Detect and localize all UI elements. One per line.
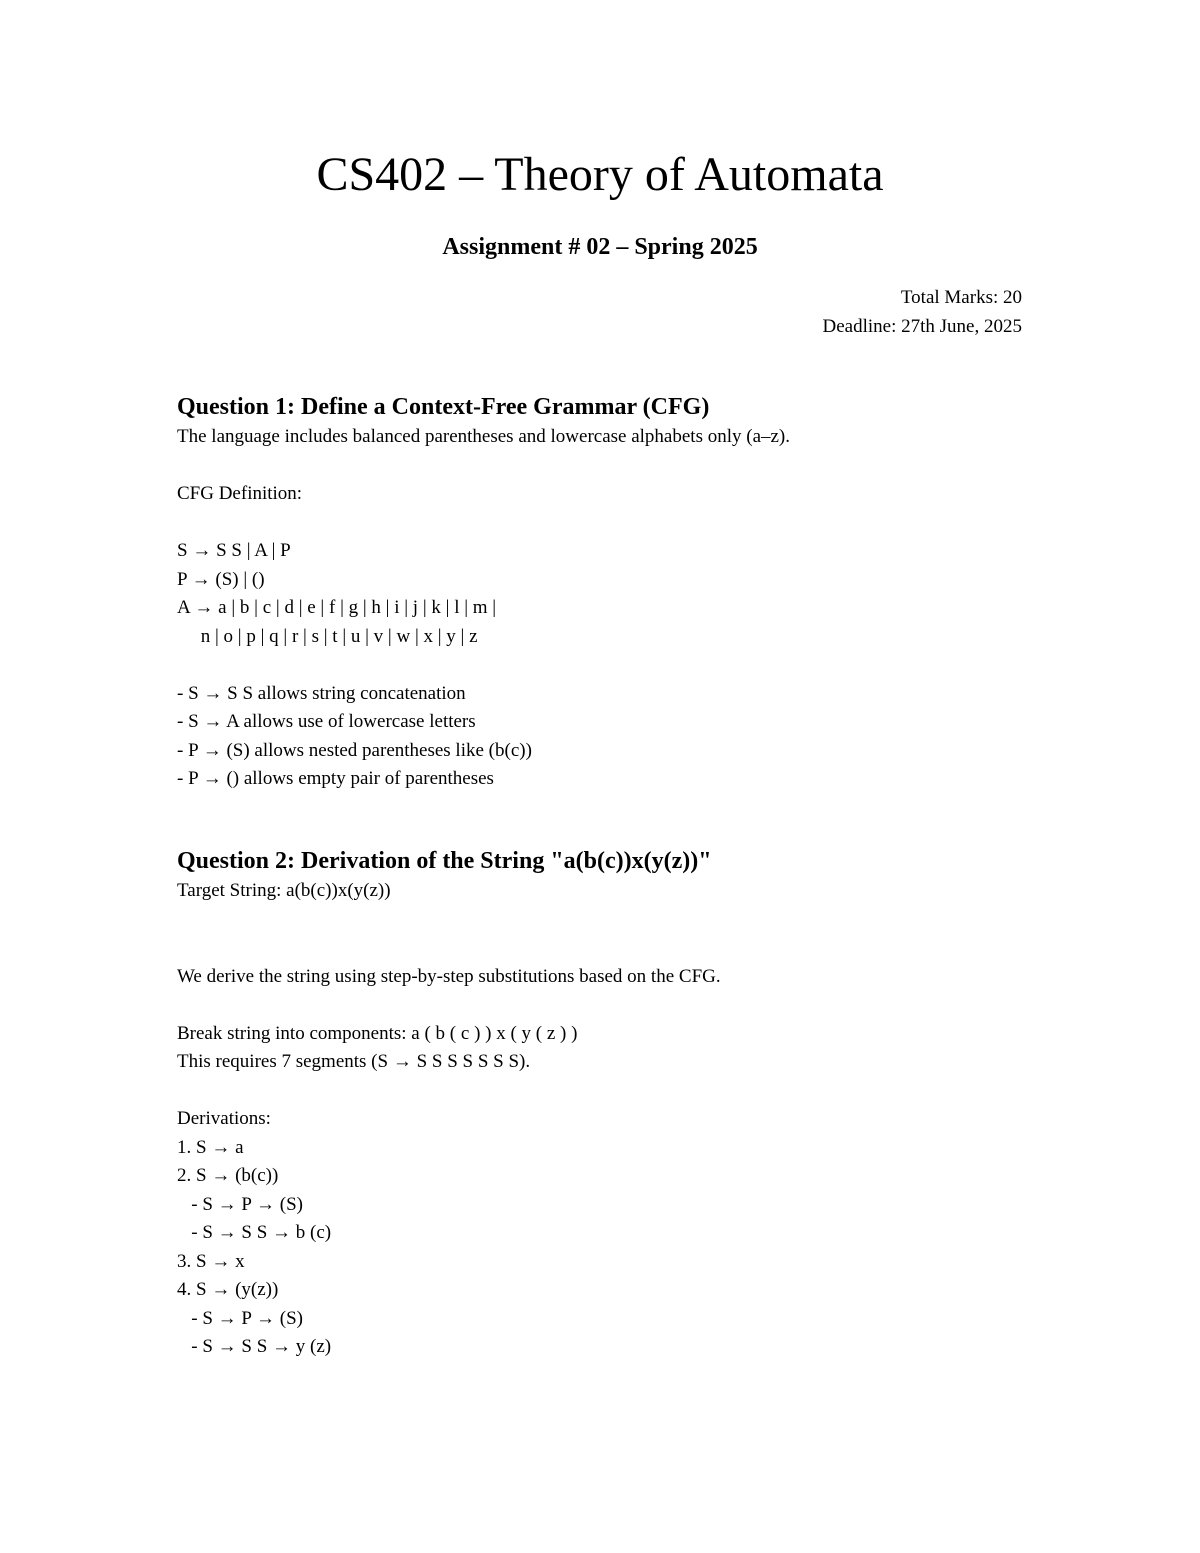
text-line: [177, 452, 1077, 481]
question-1-body: [177, 423, 1077, 794]
text-line: 3. S → x: [177, 1250, 245, 1272]
text-line: Break string into components: a ( b ( c ) ) x ( y ( z ) ): [177, 1022, 578, 1044]
text-line: A → a | b | c | d | e | f | g | h | i | j | k | l | m |: [177, 597, 497, 618]
question-1-section: [177, 391, 1077, 794]
text-line: 4. S → (y(z)): [177, 1279, 279, 1300]
text-line: n | o | p | q | r | s | t | u | v | w | x | y | z: [177, 625, 478, 647]
text-line: [177, 906, 1077, 935]
text-line: - S → S S → y (z): [177, 1336, 332, 1357]
assignment-meta: [823, 284, 1022, 341]
question-2-section: [177, 845, 1077, 1362]
text-line: Target String: a(b(c))x(y(z)): [177, 880, 391, 901]
text-line: [177, 509, 1077, 538]
text-line: The language includes balanced parentheses and lowercase alphabets only (a–z).: [177, 426, 791, 447]
text-line: Derivations:: [177, 1108, 271, 1129]
text-line: - S → S S → b (c): [177, 1222, 332, 1243]
text-line: - S → S S allows string concatenation: [177, 682, 466, 704]
assignment-subtitle: Assignment # 02 – Spring 2025: [442, 234, 758, 260]
text-line: CFG Definition:: [177, 483, 303, 504]
text-line: 1. S → a: [177, 1136, 244, 1158]
page-title: CS402 – Theory of Automata: [316, 148, 884, 201]
text-line: - P → (S) allows nested parentheses like (b(c)): [177, 739, 532, 761]
question-1-heading: Question 1: Define a Context-Free Grammar (CFG): [177, 394, 710, 420]
question-2-heading: Question 2: Derivation of the String "a(b(c))x(y(z))": [177, 848, 712, 874]
text-line: [177, 934, 1077, 963]
total-marks: Total Marks: 20: [900, 287, 1022, 308]
question-2-body: [177, 877, 1077, 1362]
text-line: - P → () allows empty pair of parentheses: [177, 768, 494, 789]
text-line: - S → A allows use of lowercase letters: [177, 711, 476, 732]
text-line: [177, 991, 1077, 1020]
text-line: - S → P → (S): [177, 1193, 303, 1215]
text-line: [177, 1077, 1077, 1106]
text-line: S → S S | A | P: [177, 540, 291, 561]
text-line: This requires 7 segments (S → S S S S S S S).: [177, 1051, 531, 1072]
text-line: 2. S → (b(c)): [177, 1165, 279, 1186]
text-line: - S → P → (S): [177, 1307, 303, 1329]
text-line: [177, 651, 1077, 680]
text-line: P → (S) | (): [177, 568, 265, 590]
text-line: We derive the string using step-by-step substitutions based on the CFG.: [177, 965, 721, 987]
deadline: Deadline: 27th June, 2025: [822, 315, 1022, 337]
